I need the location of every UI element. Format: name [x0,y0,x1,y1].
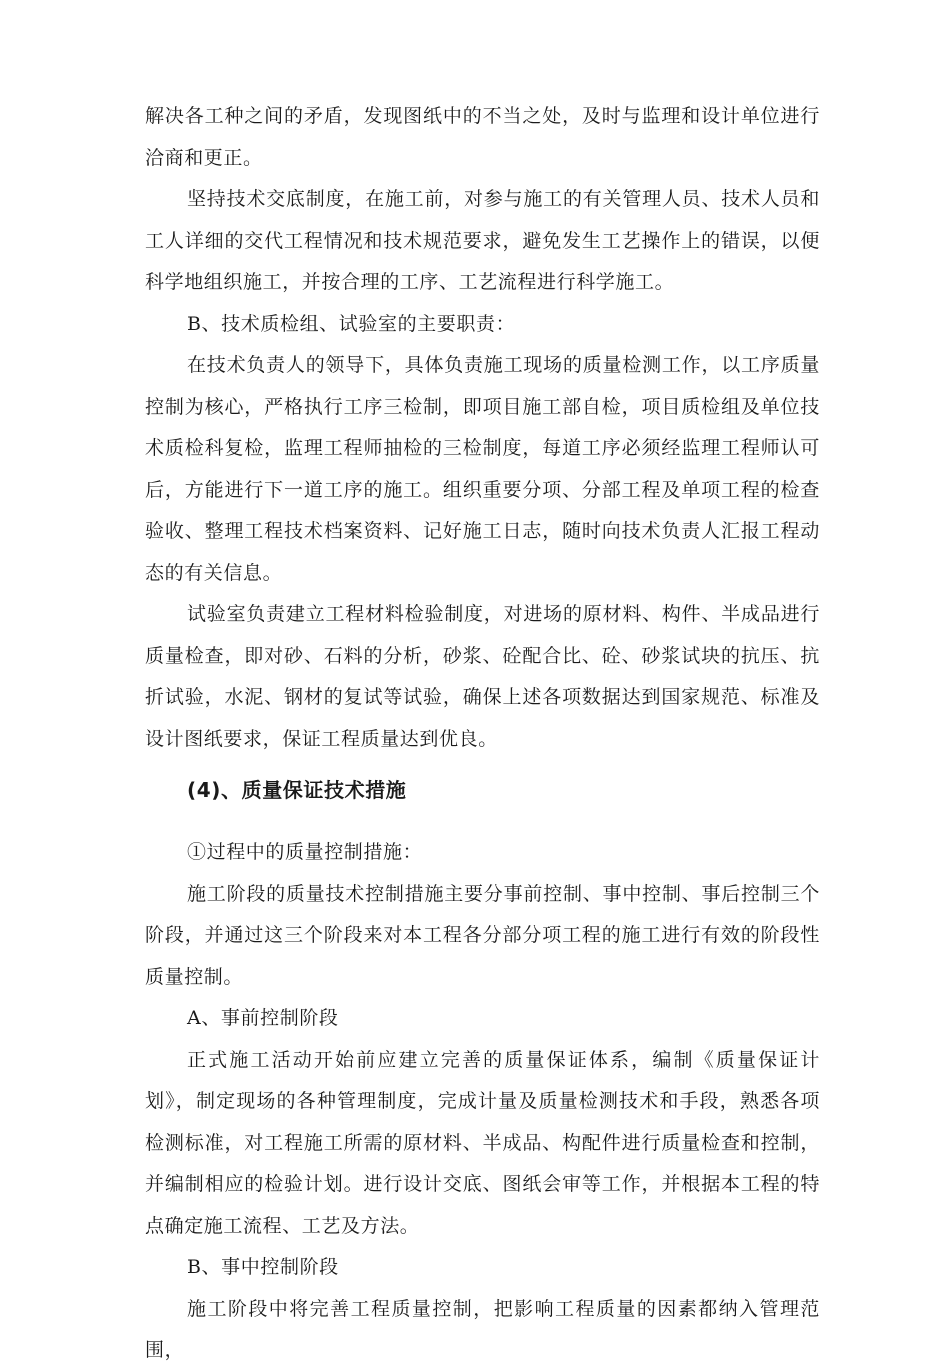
paragraph-quality-inspection-duties: 在技术负责人的领导下，具体负责施工现场的质量检测工作，以工序质量控制为核心，严格执行工序三检制，即项目施工部自检，项目质检组及单位技术质检科复检，监理工程师抽检的三检制度，每道工序必须经监理工程师认可后，方能进行下一道工序的施工。组织重要分项、分部工程及单项工程的检查验收、整理工程技术档案资料、记好施工日志，随时向技术负责人汇报工程动态的有关信息。 [145,354,820,584]
paragraph-quality-inspection-duties-label: B、技术质检组、试验室的主要职责： [187,312,516,335]
section-heading-quality-measures: (4)、质量保证技术措施 [187,778,407,802]
paragraph-process-control-overview: 施工阶段的质量技术控制措施主要分事前控制、事中控制、事后控制三个阶段，并通过这三个阶段来对本工程各分部分项工程的施工进行有效的阶段性质量控制。 [145,882,820,988]
paragraph-technical-briefing: 坚持技术交底制度，在施工前，对参与施工的有关管理人员、技术人员和工人详细的交代工程情况和技术规范要求，避免发生工艺操作上的错误，以便科学地组织施工，并按合理的工序、工艺流程进行科学施工。 [145,188,820,293]
paragraph-laboratory-duties: 试验室负责建立工程材料检验制度，对进场的原材料、构件、半成品进行质量检查，即对砂、石料的分析，砂浆、砼配合比、砼、砂浆试块的抗压、抗折试验，水泥、钢材的复试等试验，确保上述各项数据达到国家规范、标准及设计图纸要求，保证工程质量达到优良。 [145,603,820,750]
document-body [145,96,820,1372]
paragraph-in-process-control: 施工阶段中将完善工程质量控制，把影响工程质量的因素都纳入管理范围， [145,1297,820,1361]
paragraph-coordination: 解决各工种之间的矛盾，发现图纸中的不当之处，及时与监理和设计单位进行洽商和更正。 [145,105,820,169]
paragraph-process-control-label: ①过程中的质量控制措施： [187,841,423,863]
paragraph-pre-control-label: A、事前控制阶段 [187,1007,339,1029]
paragraph-in-process-control-label: B、事中控制阶段 [187,1256,339,1278]
paragraph-pre-control: 正式施工活动开始前应建立完善的质量保证体系，编制《质量保证计划》，制定现场的各种管理制度，完成计量及质量检测技术和手段，熟悉各项检测标准，对工程施工所需的原材料、半成品、构配件进行质量检查和控制，并编制相应的检验计划。进行设计交底、图纸会审等工作，并根据本工程的特点确定施工流程、工艺及方法。 [145,1048,820,1237]
